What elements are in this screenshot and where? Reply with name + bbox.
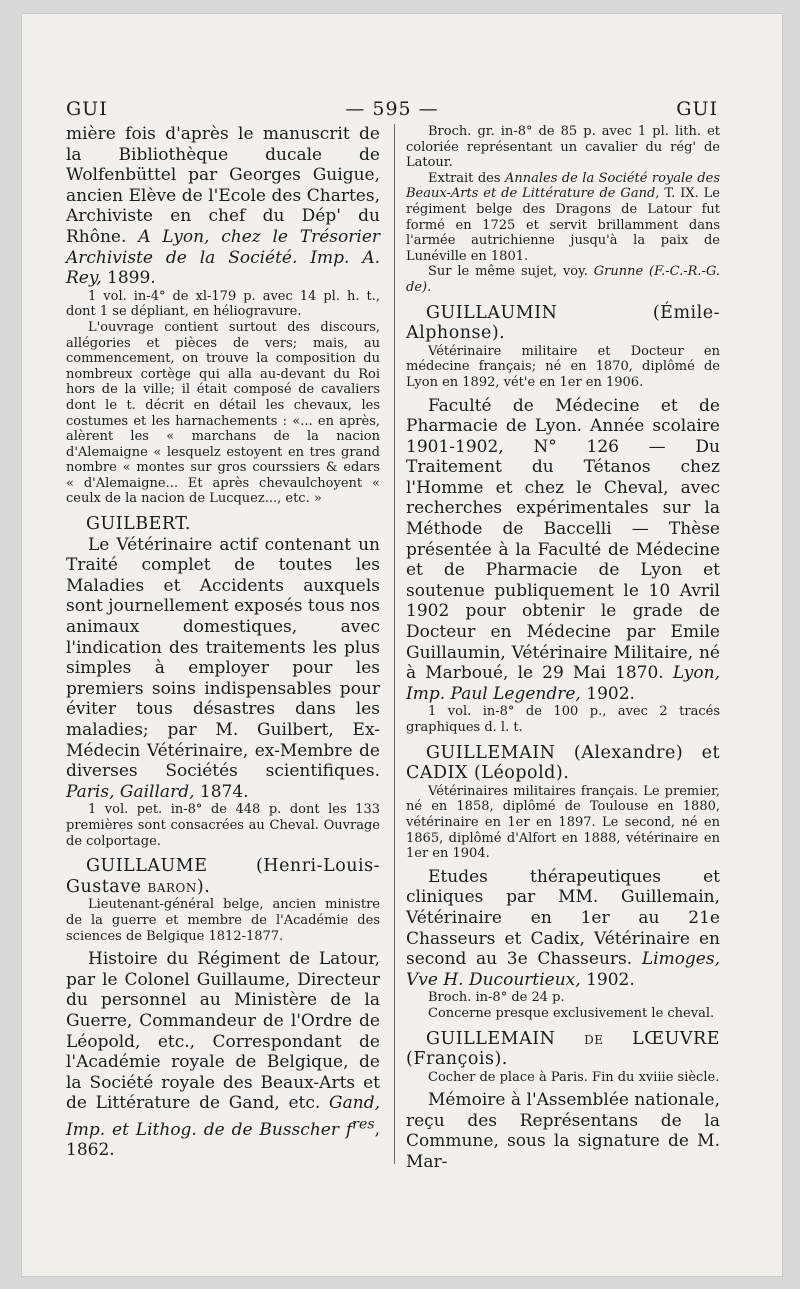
entry-note: Concerne presque exclusivement le cheval. xyxy=(428,1005,715,1021)
entry-note: 1 vol. in-8° de 100 p., avec 2 tracés graphiques d. l. t. xyxy=(406,704,720,735)
entry-text: Le Vétérinaire actif contenant un Traité complet de toutes les Maladies et Accidents auxquels sont journellement exposés tous nos animaux domestiques, avec l'indication des traitements les plus simples à employer pour les premiers soins indispensables pour éviter tous désastres dans les maladies; par M. Guilbert, Ex-Médecin Vétérinaire, ex-Membre de diverses Sociétés scientifiques. Paris, Gaillard, 1874. xyxy=(66,534,380,802)
left-column xyxy=(66,124,380,1161)
entry-note: Sur le même sujet, voy. Grunne (F.-C.-R.-G. de). xyxy=(406,264,721,295)
page-number: — 595 — xyxy=(345,98,439,120)
entry-note: L'ouvrage contient surtout des discours, allégories et pièces de vers; mais, au commencement, on trouve la composition du nombreux cortège qui alla au-devant du Roi hors de la ville; il était composé de cavaliers dont le t. décrit en détail les chevaux, les costumes et les harnachements : «... en après, alèrent les « marchans de la nacion d'Alemaigne « lesquelz estoyent en tres grand nombre « montes sur gros courssiers & edars « d'Alemaigne... Et après chevaulchoyent « ceulx de la nacion de Lucquez..., etc. » xyxy=(66,319,380,507)
entry-heading: GUILLEMAIN de LŒUVRE (François). xyxy=(406,1028,720,1070)
entry-text: Etudes thérapeutiques et cliniques par MM. Guillemain, Vétérinaire en 1er au 21e Chasseurs et Cadix, Vétérinaire en second au 3e Chasseurs. Limoges, Vve H. Ducourtieux, 1902. xyxy=(406,866,720,990)
entry-note: Broch. in-8° de 24 p. xyxy=(428,990,565,1006)
entry-heading: GUILLEMAIN (Alexandre) et CADIX (Léopold). xyxy=(406,742,720,784)
entry-heading: GUILLAUME (Henri-Louis-Gustave baron). xyxy=(66,856,380,897)
entry-note: 1 vol. pet. in-8° de 448 p. dont les 133 premières sont consacrées au Cheval. Ouvrage de colportage. xyxy=(66,802,380,849)
entry-note: Extrait des Annales de la Société royale des Beaux-Arts et de Littérature de Gand, T. IX. Le régiment belge des Dragons de Latour fut formé en 1725 et servit brillamment dans l'armée autrichienne jusqu'à la paix de Lunéville en 1801. xyxy=(406,170,720,264)
entry-heading: GUILLAUMIN (Émile-Alphonse). xyxy=(406,302,720,344)
entry-heading: GUILBERT. xyxy=(86,514,191,535)
column-divider xyxy=(394,124,395,1164)
entry-note: Cocher de place à Paris. Fin du xviiie siècle. xyxy=(428,1069,720,1085)
entry-note: 1 vol. in-4° de xl-179 p. avec 14 pl. h. t., dont 1 se dépliant, en héliogravure. xyxy=(66,288,380,320)
header-right: GUI xyxy=(676,98,718,120)
entry-text: Histoire du Régiment de Latour, par le Colonel Guillaume, Directeur du personnel au Ministère de la Guerre, Commandeur de l'Ordre de Léopold, etc., Correspondant de l'Académie royale de Belgique, de la Société royale des Beaux-Arts et de Littérature de Gand, etc. Gand, Imp. et Lithog. de de Busscher $f^{res}$, 1862. xyxy=(66,949,380,1161)
entry-note: Broch. gr. in-8° de 85 p. avec 1 pl. lith. et coloriée représentant un cavalier du rég' de Latour. xyxy=(406,124,720,171)
entry-text: Mémoire à l'Assemblée nationale, reçu des Représentans de la Commune, sous la signature de M. Mar- xyxy=(406,1090,720,1173)
entry-note: Lieutenant-général belge, ancien ministre de la guerre et membre de l'Académie des sciences de Belgique 1812-1877. xyxy=(66,897,380,944)
right-column xyxy=(406,124,720,1173)
entry-text: mière fois d'après le manuscrit de la Bibliothèque ducale de Wolfenbüttel par Georges Guigue, ancien Elève de l'Ecole des Chartes, Archiviste en chef du Dép' du Rhône. A Lyon, chez le Trésorier Archiviste de la Société. Imp. A. Rey, 1899. xyxy=(66,124,381,289)
entry-note: Vétérinaires militaires français. Le premier, né en 1858, diplômé de Toulouse en 1880, vétérinaire en 1er en 1897. Le second, né en 1865, diplômé d'Alfort en 1888, vétérinaire en 1er en 1904. xyxy=(406,783,720,862)
entry-note: Vétérinaire militaire et Docteur en médecine français; né en 1870, diplômé de Lyon en 1892, vét'e en 1er en 1906. xyxy=(406,343,720,390)
header-left: GUI xyxy=(66,98,108,120)
running-header xyxy=(66,98,718,124)
entry-text: Faculté de Médecine et de Pharmacie de Lyon. Année scolaire 1901-1902, N° 126 — Du Traitement du Tétanos chez l'Homme et chez le Cheval, avec recherches expérimentales sur la Méthode de Baccelli — Thèse présentée à la Faculté de Médecine et de Pharmacie de Lyon et soutenue publiquement le 10 Avril 1902 pour obtenir le grade de Docteur en Médecine par Emile Guillaumin, Vétérinaire Militaire, né à Marboué, le 29 Mai 1870. Lyon, Imp. Paul Legendre, 1902. xyxy=(406,395,720,704)
